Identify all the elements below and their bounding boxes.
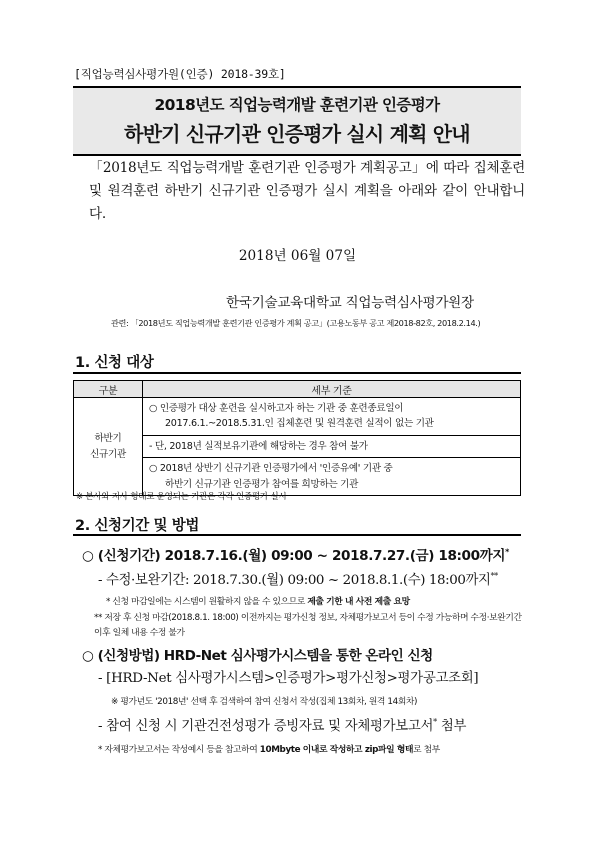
detail-cell-1: [143, 398, 521, 436]
note-report: [98, 742, 440, 755]
title-line2: 하반기 신규기관 인증평가 실시 계획 안내: [124, 122, 470, 146]
detail-cell-2: - 단, 2018년 실적보유기관에 해당하는 경우 참여 불가: [143, 435, 521, 457]
revision-period: [98, 569, 498, 588]
table-row: [74, 398, 521, 436]
application-period: [82, 544, 509, 564]
attachment-requirement: [98, 715, 466, 734]
intro-paragraph: 「2018년도 직업능력개발 훈련기관 인증평가 계획공고」에 따라 집체훈련 및 원격훈련 하반기 신규기관 인증평가 실시 계획을 아래와 같이 안내합니다.: [89, 160, 525, 222]
note-deadline-bold: 제출 기한 내 사전 제출 요망: [307, 597, 410, 607]
section1-heading: 1. 신청 대상: [75, 355, 154, 371]
category-line2: 신규기관: [90, 448, 126, 460]
application-period-text: ○ (신청기간) 2018.7.16.(월) 09:00 ~ 2018.7.27.(금) 18:00까지: [82, 548, 506, 564]
attachment-end: 첨부: [436, 719, 467, 734]
section1-divider: [73, 372, 521, 374]
note-revision: ** 저장 후 신청 마감(2018.8.1. 18:00) 이전까지는 평가신청 정보, 자체평가보고서 등이 수정 가능하며 수정·보완기간 이후 일체 내용 수정 불가: [94, 613, 522, 638]
reference-note: 관련: 「2018년도 직업능력개발 훈련기관 인증평가 계획 공고」(고용노동부 공고 제2018-82호, 2018.2.14.): [111, 318, 481, 328]
detail-1-line2: 2017.6.1.~2018.5.31.인 집체훈련 및 원격훈련 실적이 없는 기관: [165, 418, 434, 430]
detail-1-line1: ○ 인증평가 대상 훈련을 실시하고자 하는 기관 중 훈련종료일이: [149, 403, 404, 414]
application-method: ○ (신청방법) HRD-Net 심사평가시스템을 통한 온라인 신청: [82, 648, 433, 664]
document-number: [직업능력심사평가원(인증) 2018-39호]: [74, 67, 286, 81]
revision-period-text: - 수정·보완기간: 2018.7.30.(월) 09:00 ~ 2018.8.1.(수) 18:00까지: [98, 573, 491, 588]
table-header-category: 구분: [74, 381, 143, 398]
note-deadline-text: * 신청 마감일에는 시스템이 원활하지 않을 수 있으므로: [106, 597, 308, 607]
section2-divider: [73, 534, 521, 536]
attach-mark: *: [433, 717, 437, 727]
title-line1: 2018년도 직업능력개발 훈련기관 인증평가: [154, 96, 440, 114]
category-cell: [74, 398, 143, 496]
note-search: ※ 평가년도 '2018년' 선택 후 검색하여 참여 신청서 작성(집체 13회차, 원격 14회차): [111, 697, 418, 707]
detail-3-line2: 하반기 신규기관 인증평가 참여를 희망하는 기관: [165, 478, 359, 490]
category-line1: 하반기: [94, 432, 122, 444]
issue-date: 2018년 06월 07일: [238, 248, 357, 264]
table-header-detail: 세부 기준: [143, 381, 521, 398]
attachment-text: - 참여 신청 시 기관건전성평가 증빙자료 및 자체평가보고서: [98, 719, 434, 734]
eligibility-table: [73, 380, 521, 496]
section2-heading: 2. 신청기간 및 방법: [75, 518, 199, 534]
table-header-row: [74, 381, 521, 398]
period-mark: *: [505, 547, 509, 557]
note-deadline: [106, 594, 410, 607]
note-report-end: 로 첨부: [413, 745, 440, 755]
note-report-text: * 자체평가보고서는 작성예시 등을 참고하여: [98, 745, 260, 755]
note-report-bold: 10Mbyte 이내로 작성하고 zip파일 형태: [259, 745, 414, 755]
sender: 한국기술교육대학교 직업능력심사평가원장: [226, 295, 474, 311]
revise-mark: **: [490, 571, 498, 581]
section1-note: ※ 본사와 지사 형태로 운영되는 기관은 각각 인증평가 실시: [76, 492, 287, 502]
detail-3-line1: ○ 2018년 상반기 신규기관 인증평가에서 '인증유예' 기관 중: [149, 463, 393, 475]
menu-path: - [HRD-Net 심사평가시스템>인증평가>평가신청>평가공고조회]: [98, 671, 479, 686]
title-box: [73, 86, 521, 156]
